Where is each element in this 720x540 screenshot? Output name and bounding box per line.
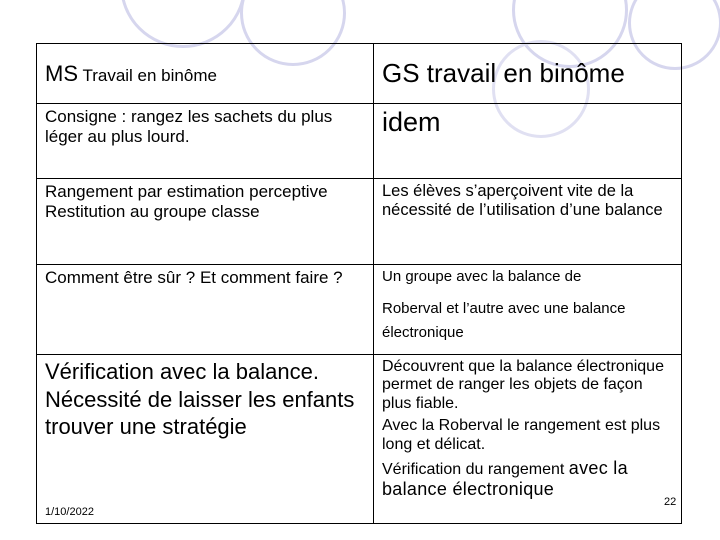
table-row [37,355,682,524]
gs-step-4-para [382,458,673,501]
decorative-circle [120,0,246,48]
gs-label: GS travail en binôme [382,58,625,89]
ms-instruction: Consigne : rangez les sachets du plus léger au plus lourd. [37,104,374,179]
table-row-header [37,44,682,104]
slide-date: 1/10/2022 [45,506,94,519]
header-cell-ms [37,44,374,104]
ms-step-4-text: Vérification avec la balance. Nécessité de laisser les enfants trouver une stratégie [45,359,355,439]
ms-step-3: Comment être sûr ? Et comment faire ? [37,265,374,355]
comparison-table [36,43,682,524]
gs-step-3-line: Roberval et l’autre avec une balance électronique [382,300,626,342]
ms-step-2 [37,179,374,265]
gs-step-4-para: Découvrent que la balance électronique permet de ranger les objets de façon plus fiable. [382,358,664,412]
gs-step-3-line: Un groupe avec la balance de [382,268,582,285]
gs-step-4-para-start: Vérification du rangement [382,460,565,478]
table-row [37,265,682,355]
page-number: 22 [664,496,677,508]
table-row [37,179,682,265]
table-row [37,104,682,179]
gs-step-4-para-end: avec la balance électronique [382,457,628,500]
header-cell-gs [374,44,682,104]
gs-step-3 [374,265,682,355]
gs-step-4-para: Avec la Roberval le rangement est plus long et délicat. [382,417,661,453]
ms-step-2-line: Rangement par estimation perceptive [45,182,328,201]
ms-step-2-line: Restitution au groupe classe [45,201,260,221]
gs-instruction: idem [374,104,682,179]
ms-label: MS [45,61,78,87]
ms-subtitle: Travail en binôme [82,66,217,86]
gs-step-4 [374,355,682,524]
gs-step-2: Les élèves s’aperçoivent vite de la nécessité de l’utilisation d’une balance [374,179,682,265]
ms-step-4 [37,355,374,524]
